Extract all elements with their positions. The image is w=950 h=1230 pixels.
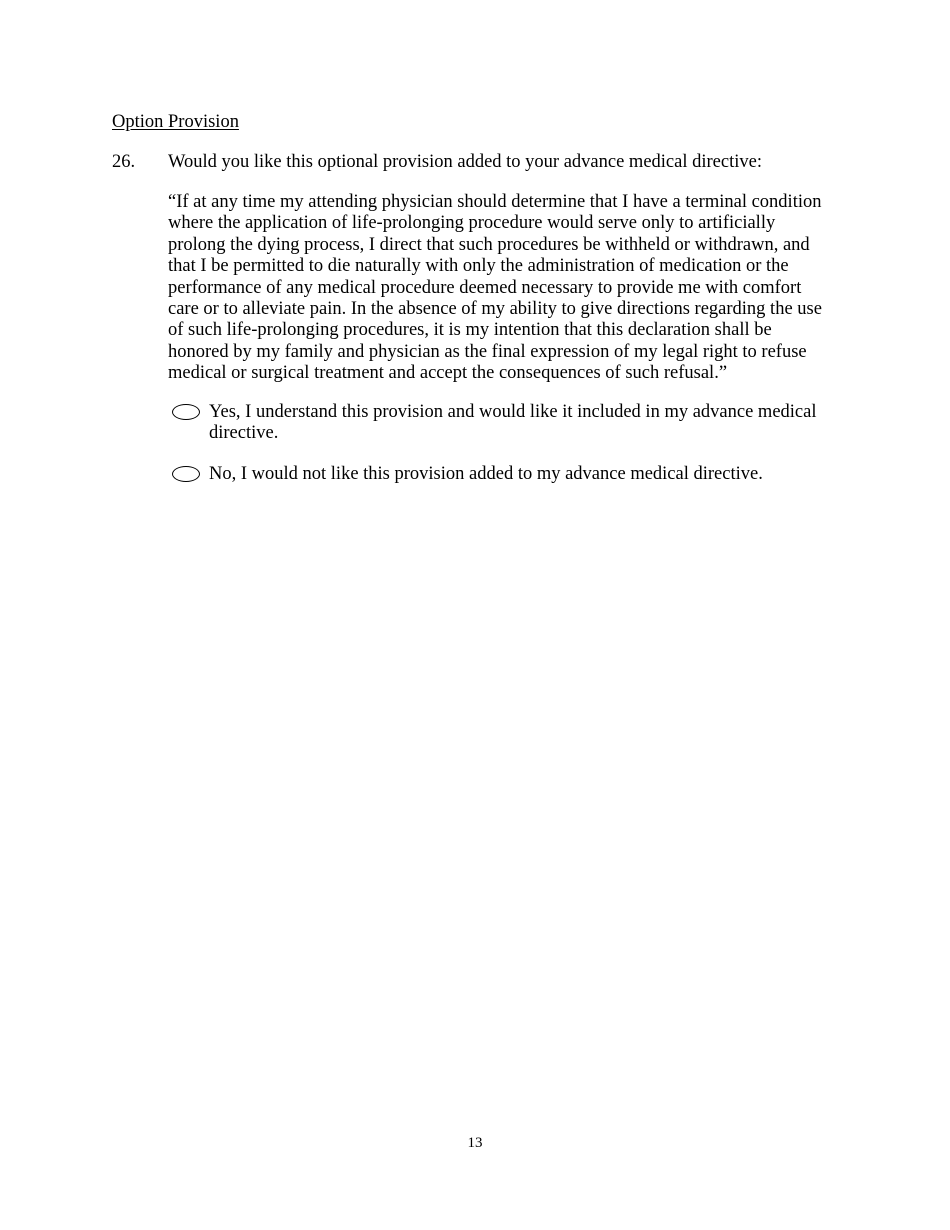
option-yes-label-line: directive. (209, 423, 279, 444)
quote-line: that I be permitted to die naturally with only the administration of medication or the (168, 256, 789, 277)
section-heading: Option Provision (112, 112, 239, 132)
no-radio-oval[interactable] (172, 466, 200, 482)
option-no-label (209, 464, 763, 485)
quote-line: performance of any medical procedure deemed necessary to provide me with comfort (168, 277, 802, 298)
quote-line: prolong the dying process, I direct that such procedures be withheld or withdrawn, and (168, 234, 810, 255)
question-number: 26. (112, 152, 136, 172)
question-text: Would you like this optional provision added to your advance medical directive: (168, 152, 762, 172)
quote-line: “If at any time my attending physician should determine that I have a terminal condition (168, 192, 822, 212)
quote-line: where the application of life-prolonging procedure would serve only to artificially (168, 213, 776, 234)
option-yes-label-line: Yes, I understand this provision and would like it included in my advance medical (209, 402, 817, 422)
quote-line: medical or surgical treatment and accept the consequences of such refusal.” (168, 363, 728, 384)
yes-radio-oval[interactable] (172, 404, 200, 420)
page-number: 13 (467, 1135, 483, 1151)
quote-line: care or to alleviate pain. In the absence of my ability to give directions regarding the use (168, 299, 822, 320)
option-yes-label (209, 402, 816, 445)
quote-line: honored by my family and physician as the final expression of my legal right to refuse (168, 341, 807, 362)
option-no-label-line: No, I would not like this provision added to my advance medical directive. (209, 464, 763, 484)
quote-line: of such life-prolonging procedures, it is my intention that this declaration shall be (168, 320, 772, 341)
provision-quote (168, 192, 844, 385)
